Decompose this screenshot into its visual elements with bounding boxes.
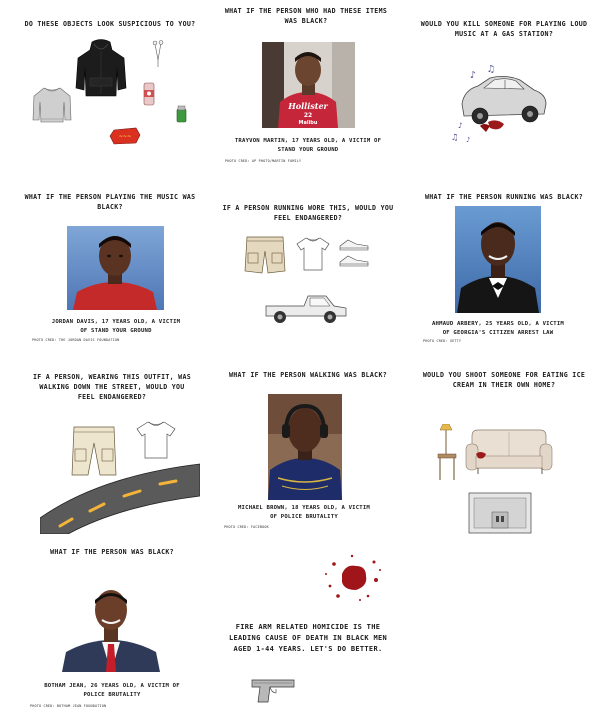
portrait-photo-ahmaud-arbery <box>455 206 541 313</box>
portrait-photo-botham-jean <box>60 582 162 672</box>
road-illustration <box>40 456 200 534</box>
lighter-illustration <box>175 105 188 123</box>
car-playing-music-illustration <box>450 62 550 144</box>
blood-splatter-illustration <box>322 552 386 604</box>
panel-8-question: WHAT IF THE PERSON WALKING WAS BLACK? <box>229 371 387 379</box>
earbuds-illustration <box>150 40 166 68</box>
svg-text:♪: ♪ <box>458 121 463 130</box>
iced-tea-can-illustration <box>143 82 155 106</box>
panel-8-caption: MICHAEL BROWN, 18 YEARS OLD, A VICTIM OF POLICE BRUTALITY <box>237 505 370 520</box>
homicide-statistic-text: FIRE ARM RELATED HOMICIDE IS THE LEADING CAUSE OF DEATH IN BLACK MEN AGED 1-44 YEARS. LET'S DO BETTER. <box>228 623 387 653</box>
svg-text:~~~: ~~~ <box>118 134 132 140</box>
panel-2-photo-credit: PHOTO CRED: AP PHOTO/MARTIN FAMILY <box>225 159 302 163</box>
cargo-shorts-illustration <box>244 235 286 275</box>
grey-sweater-illustration <box>32 86 72 124</box>
svg-text:♫: ♫ <box>488 64 495 75</box>
panel-6-photo-credit: PHOTO CRED: GETTY <box>423 339 462 343</box>
panel-1-question: DO THESE OBJECTS LOOK SUSPICIOUS TO YOU? <box>24 20 196 28</box>
portrait-photo-michael-brown <box>268 394 342 500</box>
portrait-photo-trayvon-martin <box>262 42 355 128</box>
svg-text:♫: ♫ <box>452 133 458 143</box>
panel-4-photo-credit: PHOTO CRED: THE JORDAN DAVIS FOUNDATION <box>32 338 120 342</box>
svg-text:♪: ♪ <box>466 136 471 144</box>
panel-10-question: WHAT IF THE PERSON WAS BLACK? <box>50 548 174 556</box>
portrait-photo-jordan-davis <box>67 226 164 310</box>
panel-3-question: WOULD YOU KILL SOMEONE FOR PLAYING LOUD MUSIC AT A GAS STATION? <box>420 20 588 38</box>
white-tshirt-illustration-2 <box>136 420 176 460</box>
svg-text:♪: ♪ <box>470 70 477 81</box>
candy-wrapper-illustration <box>108 126 142 146</box>
white-tshirt-illustration <box>296 236 330 272</box>
sneakers-illustration <box>338 236 370 270</box>
panel-7-question: IF A PERSON, WEARING THIS OUTFIT, WAS WALKING DOWN THE STREET, WOULD YOU FEEL ENDANGERED? <box>33 373 191 401</box>
shirt-text-city: Malibu <box>298 120 318 126</box>
panel-6-caption: AHMAUD ARBERY, 25 YEARS OLD, A VICTIM OF GEORGIA'S CITIZEN ARREST LAW <box>431 321 564 336</box>
panel-2-question: WHAT IF THE PERSON WHO HAD THESE ITEMS WAS BLACK? <box>224 7 388 25</box>
living-room-couch-illustration <box>436 424 554 486</box>
shirt-text-number: 22 <box>303 112 313 119</box>
panel-2-caption: TRAYVON MARTIN, 17 YEARS OLD, A VICTIM OF STAND YOUR GROUND <box>234 138 382 153</box>
panel-4-caption: JORDAN DAVIS, 17 YEARS OLD, A VICTIM OF STAND YOUR GROUND <box>51 319 181 334</box>
panel-9-question: WOULD YOU SHOOT SOMEONE FOR EATING ICE CREAM IN THEIR OWN HOME? <box>422 371 586 389</box>
panel-8-photo-credit: PHOTO CRED: FACEBOOK <box>224 525 269 529</box>
panel-6-question: WHAT IF THE PERSON RUNNING WAS BLACK? <box>425 193 583 201</box>
panel-4-question: WHAT IF THE PERSON PLAYING THE MUSIC WAS BLACK? <box>24 193 196 211</box>
pickup-truck-illustration <box>264 290 348 326</box>
shirt-text-brand: Hollister <box>288 101 328 111</box>
panel-10-photo-credit: PHOTO CRED: BOTHAM JEAN FOUNDATION <box>30 704 107 708</box>
panel-10-caption: BOTHAM JEAN, 26 YEARS OLD, A VICTIM OF POLICE BRUTALITY <box>44 683 180 698</box>
handgun-illustration <box>250 676 296 704</box>
black-hoodie-illustration <box>74 38 128 98</box>
panel-5-question: IF A PERSON RUNNING WORE THIS, WOULD YOU FEEL ENDANGERED? <box>222 204 394 222</box>
television-back-illustration <box>468 492 532 534</box>
